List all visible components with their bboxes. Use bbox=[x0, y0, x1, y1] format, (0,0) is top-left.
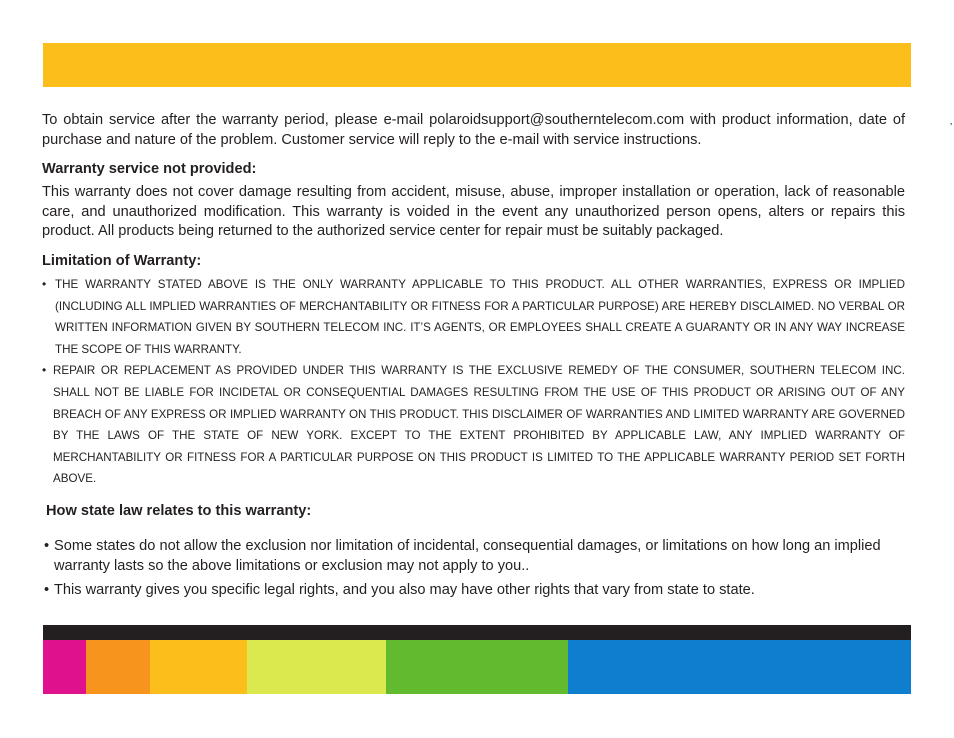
list-item bbox=[42, 274, 905, 360]
stripe-lime bbox=[247, 640, 386, 694]
footer-color-stripes bbox=[43, 640, 911, 694]
limitation-list bbox=[42, 274, 905, 490]
stripe-magenta bbox=[43, 640, 86, 694]
warranty-content bbox=[42, 111, 905, 601]
state-law-item-text: Some states do not allow the exclusion nor limitation of incidental, consequential damages, or limitations on how long an implied warranty lasts so the above limitations or exclusion may not apply to you.. bbox=[54, 537, 881, 574]
header-color-bar bbox=[43, 43, 911, 87]
bullet: • bbox=[44, 582, 50, 599]
footer-dark-bar bbox=[43, 625, 911, 640]
bullet: • bbox=[42, 276, 47, 291]
state-law-item-text: This warranty gives you specific legal rights, and you also may have other rights that vary from state to state. bbox=[54, 582, 755, 599]
not-provided-heading: Warranty service not provided: bbox=[42, 161, 257, 178]
limitation-heading: Limitation of Warranty: bbox=[42, 252, 202, 269]
limitation-item-text: THE WARRANTY STATED ABOVE IS THE ONLY WARRANTY APPLICABLE TO THIS PRODUCT. ALL OTHER WARRANTIES, EXPRESS OR IMPLIED (INCLUDING ALL IMPLIED WARRANTIES OF MERCHANTABILITY OR FITNESS FOR A PARTICULAR PURPOSE) ARE HEREBY DISCLAIMED. NO VERBAL OR WRITTEN INFORMATION GIVEN BY SOUTHERN TELECOM INC. IT’S AGENTS, OR EMPLOYEES SHALL CREATE A GUARANTY OR IN ANY WAY INCREASE THE SCOPE OF THIS WARRANTY. bbox=[55, 277, 905, 356]
state-law-heading: How state law relates to this warranty: bbox=[46, 502, 312, 519]
stripe-green bbox=[386, 640, 568, 694]
stripe-blue bbox=[568, 640, 911, 694]
stripe-yellow bbox=[150, 640, 247, 694]
list-item bbox=[44, 537, 905, 576]
margin-mark: ’ bbox=[950, 122, 953, 133]
list-item bbox=[44, 581, 905, 601]
bullet: • bbox=[44, 537, 50, 554]
state-law-list bbox=[42, 537, 905, 601]
list-item bbox=[42, 360, 905, 490]
limitation-item-text: REPAIR OR REPLACEMENT AS PROVIDED UNDER THIS WARRANTY IS THE EXCLUSIVE REMEDY OF THE CONSUMER, SOUTHERN TELECOM INC. SHALL NOT BE LIABLE FOR INCIDETAL OR CONSEQUENTIAL DAMAGES RESULTING FROM THE USE OF THIS PRODUCT OR ARISING OUT OF ANY BREACH OF ANY EXPRESS OR IMPLIED WARRANTY ON THIS PRODUCT. THIS DISCLAIMER OF WARRANTIES AND LIMITED WARRANTY ARE GOVERNED BY THE LAWS OF THE STATE OF NEW YORK. EXCEPT TO THE EXTENT PROHIBITED BY APPLICABLE LAW, ANY IMPLIED WARRANTY OF MERCHANTABILITY OR FITNESS FOR A PARTICULAR PURPOSE ON THIS PRODUCT IS LIMITED TO THE APPLICABLE WARRANTY PERIOD SET FORTH ABOVE. bbox=[53, 364, 905, 486]
not-provided-paragraph: This warranty does not cover damage resulting from accident, misuse, abuse, improper installation or operation, lack of reasonable care, and unauthorized modification. This warranty is voided in the event any unauthorized person opens, alters or repairs this product. All products being returned to the authorized service center for repair must be suitably packaged. bbox=[42, 184, 905, 240]
stripe-orange bbox=[86, 640, 150, 694]
intro-paragraph: To obtain service after the warranty period, please e-mail polaroidsupport@southerntelecom.com with product information, date of purchase and nature of the problem. Customer service will reply to the e-mail with service instructions. bbox=[42, 112, 905, 148]
bullet: • bbox=[42, 363, 47, 378]
